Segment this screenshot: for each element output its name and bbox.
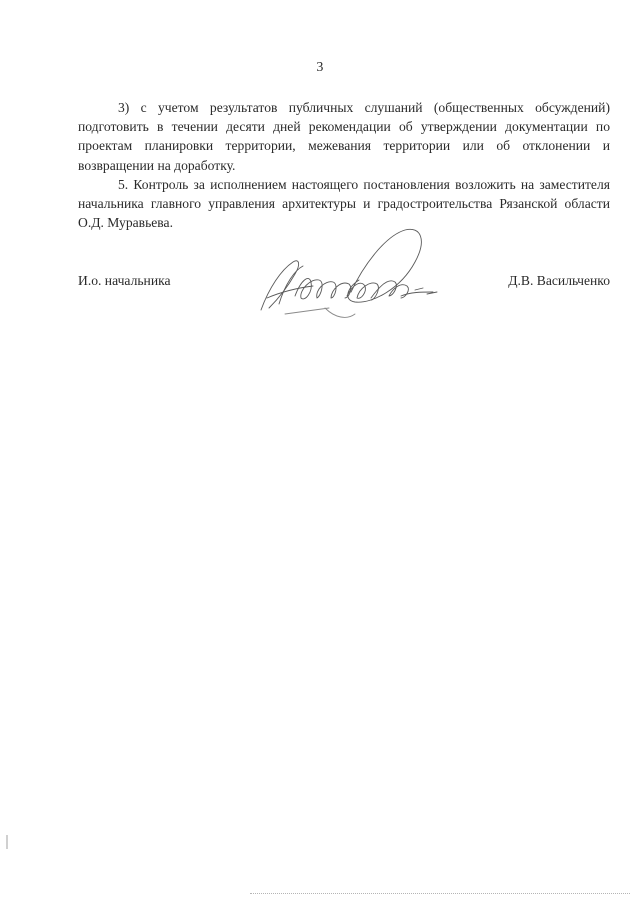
signatory-name: Д.В. Васильченко (508, 273, 610, 288)
signatory-role: И.о. начальника (78, 273, 171, 288)
paragraph-item-5: 5. Контроль за исполнением настоящего постановления возложить на заместителя начальника главного управления архитектуры и градостроительства Рязанской области О.Д. Муравьева. (78, 176, 610, 231)
paragraph-item-3: 3) с учетом результатов публичных слушаний (общественных обсуждений) подготовить в течении десяти дней рекомендации об утверждении документации по проектам планировки территории, межевания территории или об отклонении и возвращении на доработку. (78, 100, 610, 173)
signature-block (78, 273, 610, 297)
scan-artifact-mark (6, 835, 8, 849)
scan-artifact-line (250, 893, 630, 894)
document-body (78, 98, 610, 232)
page-number: 3 (316, 60, 324, 75)
handwritten-signature (255, 218, 455, 326)
